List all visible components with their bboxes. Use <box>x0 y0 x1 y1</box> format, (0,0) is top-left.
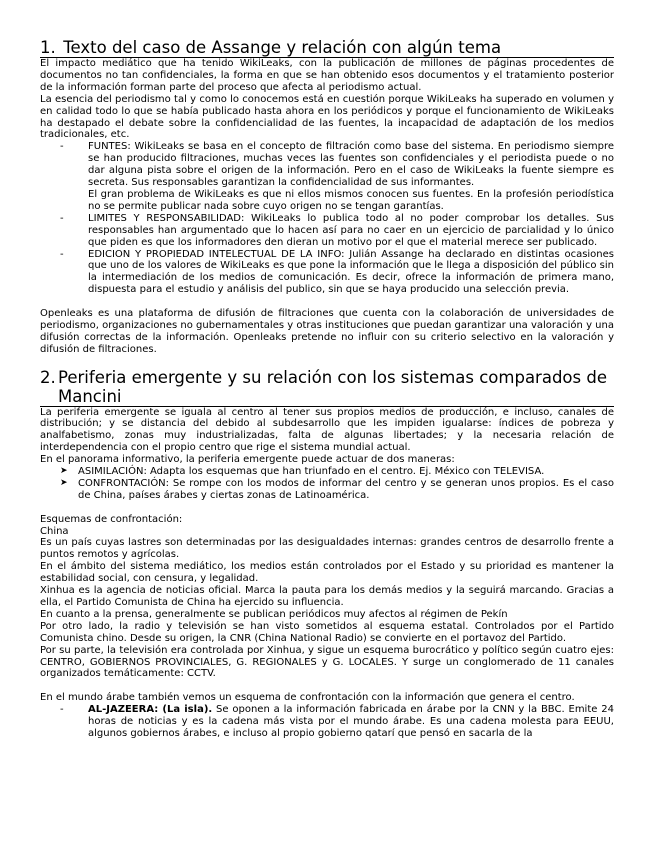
list-item <box>40 704 614 740</box>
list-item-text: LIMITES Y RESPONSABILIDAD: WikiLeaks lo publica todo al no poder comprobar los detalles. Sus responsables han argumentado que lo hacen así para no caer en un ejercicio de parcialidad y lo único que piden es que los informadores den dieran un motivo por el que el material merece ser publicado. <box>88 212 614 248</box>
list-item-text: FUNTES: WikiLeaks se basa en el concepto de filtración como base del sistema. En periodismo siempre se han producido filtraciones, muchas veces las fuentes son confidenciales y el periodista puede o no dar alguna pista sobre el origen de la información. Pero en el caso de WikiLeaks la fuente siempre es secreta. Sus responsables garantizan la confidencialidad de sus informantes. <box>88 141 614 189</box>
subheading: China <box>40 525 69 537</box>
list-item <box>40 249 614 297</box>
arrow-list <box>40 466 614 502</box>
section-2-title: Periferia emergente y su relación con los sistemas comparados de Mancini <box>58 367 607 406</box>
arrow-bullet-icon: ➤ <box>60 477 68 488</box>
list-item <box>40 213 614 249</box>
dash-bullet: - <box>60 212 64 224</box>
paragraph: En cuanto a la prensa, generalmente se publican periódicos muy afectos al régimen de Pekín <box>40 608 508 620</box>
section-1-heading <box>40 38 614 58</box>
dash-bullet: - <box>60 704 64 716</box>
dash-list <box>40 141 614 296</box>
section-2-number: 2. <box>40 367 56 387</box>
paragraph: Por su parte, la televisión era controlada por Xinhua, y sigue un esquema burocrático y político según cuatro ejes: CENTRO, GOBIERNOS PROVINCIALES, G. REGIONALES y G. LOCALES. Y surge un conglomerado de 11 canales organizados temáticamente: CCTV. <box>40 644 614 680</box>
list-item-text: ASIMILACIÓN: Adapta los esquemas que han triunfado en el centro. Ej. México con TELEVISA. <box>78 466 545 478</box>
paragraph: Openleaks es una plataforma de difusión de filtraciones que cuenta con la colaboración de universidades de periodismo, organizaciones no gubernamentales y otras instituciones que puedan garantizar una valoración y una difusión correctas de la información. Openleaks pretende no influir con su criterio selectivo en la valoración y difusión de filtraciones. <box>40 308 614 355</box>
list-item-extra: El gran problema de WikiLeaks es que ni ellos mismos conocen sus fuentes. En la profesión periodística no se permite publicar nada sobre cuyo origen no se tengan garantías. <box>88 188 614 212</box>
list-item <box>40 141 614 212</box>
paragraph: La periferia emergente se iguala al centro al tener sus propios medios de producción, e incluso, canales de distribución; y se distancia del debido al subdesarrollo que les impiden igualarse: índices de pobreza y analfabetismo, zonas muy industrializadas, falta de algunas libertades; y la necesaria relación de interdependencia con el propio centro que rige el sistema mundial actual. <box>40 406 614 454</box>
dash-list <box>40 704 614 740</box>
paragraph: Por otro lado, la radio y televisión se han visto sometidos al esquema estatal. Controlados por el Partido Comunista chino. Desde su origen, la CNR (China National Radio) se convierte en el portavoz del Partido. <box>40 620 614 644</box>
paragraph: Xinhua es la agencia de noticias oficial. Marca la pauta para los demás medios y la seguirá marcando. Gracias a ella, el Partido Comunista de China ha ejercido su influencia. <box>40 585 614 609</box>
dash-bullet: - <box>60 141 64 153</box>
section-2-heading <box>40 368 614 407</box>
paragraph: En el mundo árabe también vemos un esquema de confrontación con la información que genera el centro. <box>40 692 575 704</box>
paragraph: En el ámbito del sistema mediático, los medios están controlados por el Estado y su prioridad es mantener la estabilidad social, con censura, y legalidad. <box>40 561 614 585</box>
list-item-bold-label: AL-JAZEERA: (La isla). <box>88 704 213 716</box>
document-page <box>40 38 614 740</box>
list-item <box>40 478 614 502</box>
section-1-title: Texto del caso de Assange y relación con algún tema <box>63 38 502 57</box>
dash-bullet: - <box>60 248 64 260</box>
subheading: Esquemas de confrontación: <box>40 513 183 525</box>
arrow-bullet-icon: ➤ <box>60 466 68 477</box>
list-item-text: EDICION Y PROPIEDAD INTELECTUAL DE LA INFO: Julián Assange ha declarado en distintas ocasiones que uno de los valores de WikiLeaks es que pone la información que le llega a disposición del público sin la intermediación de los medios de comunicación. Es decir, ofrece la información de primera mano, dispuesta para el estudio y análisis del publico, sin que se haya producido una selección previa. <box>88 248 614 296</box>
section-1-number: 1. <box>40 38 56 57</box>
list-item-text: CONFRONTACIÓN: Se rompe con los modos de informar del centro y se generan unos propios. Es el caso de China, países árabes y ciertas zonas de Latinoamérica. <box>78 477 614 501</box>
paragraph: El impacto mediático que ha tenido WikiLeaks, con la publicación de millones de páginas procedentes de documentos no tan confidenciales, la forma en que se han obtenido esos documentos y el tratamiento posterior de la información forman parte del proceso que afecta al periodismo actual. <box>40 58 614 93</box>
paragraph: En el panorama informativo, la periferia emergente puede actuar de dos maneras: <box>40 454 455 466</box>
paragraph: La esencia del periodismo tal y como lo conocemos está en cuestión porque WikiLeaks ha superado en volumen y en calidad todo lo que se había publicado hasta ahora en los periódicos y porque el funcionamiento de WikiLeaks ha destapado el debate sobre la confidencialidad de las fuentes, la incapacidad de adaptación de los medios tradicionales, etc. <box>40 93 614 141</box>
list-item-text: Se oponen a la información fabricada en árabe por la CNN y la BBC. Emite 24 horas de noticias y es la cadena más vista por el mundo árabe. Es una cadena molesta para EEUU, algunos gobiernos árabes, e incluso al propio gobierno qatarí que pensó en sacarla de la <box>88 704 614 739</box>
paragraph: Es un país cuyas lastres son determinadas por las desigualdades internas: grandes centros de desarrollo frente a puntos remotos y agrícolas. <box>40 537 614 561</box>
list-item <box>40 466 614 478</box>
